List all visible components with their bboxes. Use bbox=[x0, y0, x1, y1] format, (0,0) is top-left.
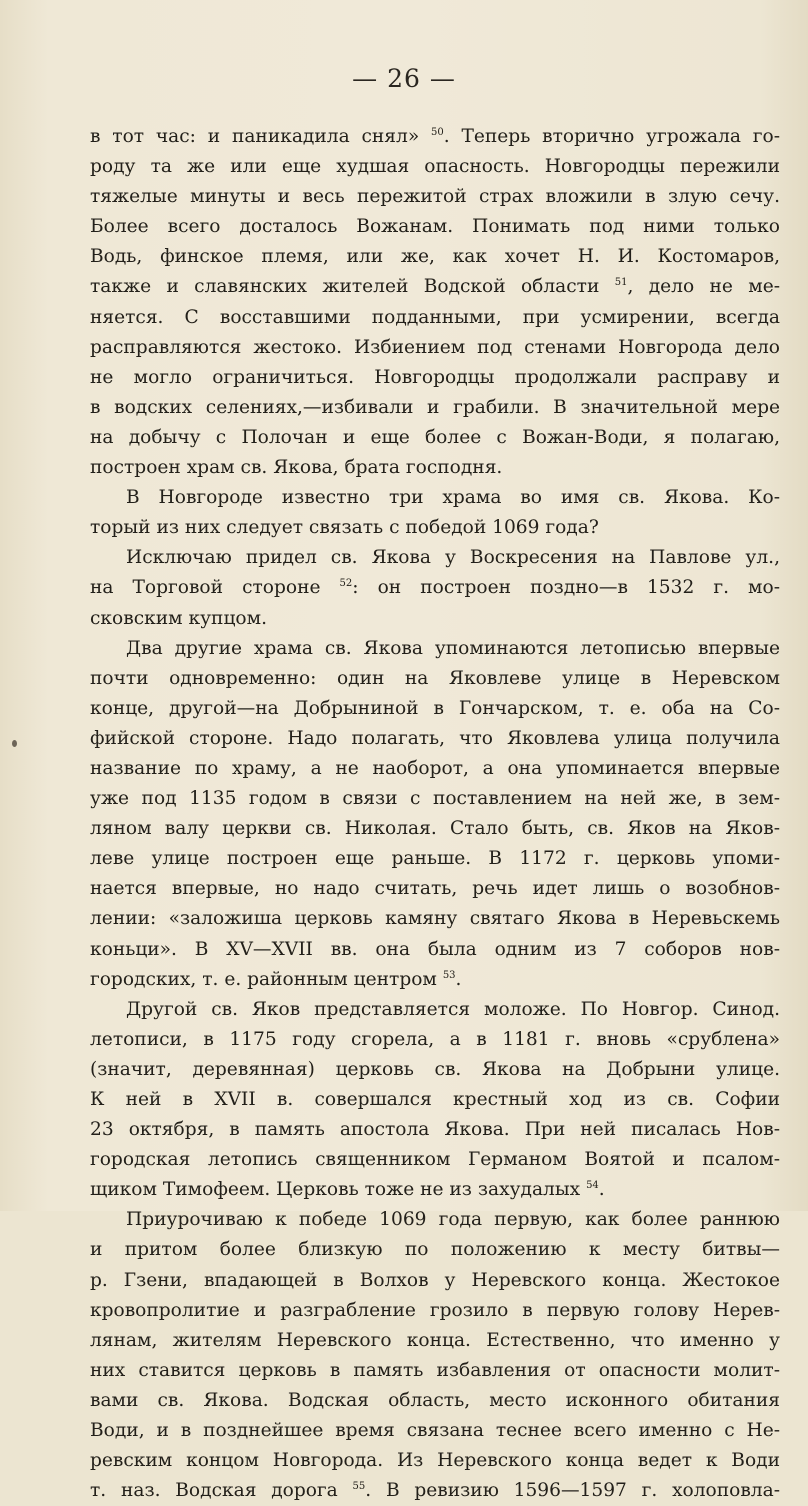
line-text: няется. С восставшими подданными, при усмирении, всегда bbox=[90, 306, 780, 328]
text-line bbox=[90, 965, 780, 995]
text-line bbox=[90, 1386, 780, 1416]
line-text: расправляются жестоко. Избиением под стенами Новгорода дело bbox=[90, 336, 780, 358]
text-line bbox=[90, 1205, 780, 1235]
line-text: ревским концом Новгорода. Из Неревского конца ведет к Води bbox=[90, 1450, 780, 1472]
line-text: построен храм св. Якова, брата господня. bbox=[90, 457, 503, 479]
text-line bbox=[90, 1025, 780, 1055]
text-line bbox=[90, 604, 780, 634]
line-text-rest: . В ревизию 1596—1597 г. холоповла- bbox=[365, 1480, 780, 1502]
line-text: почти одновременно: один на Яковлеве улице в Неревском bbox=[90, 667, 780, 689]
text-line bbox=[90, 182, 780, 212]
line-text: городская летопись священником Германом Воятой и псалом- bbox=[90, 1149, 780, 1171]
text-line bbox=[90, 1145, 780, 1175]
text-line bbox=[90, 573, 780, 603]
text-line bbox=[90, 694, 780, 724]
line-text: не могло ограничиться. Новгородцы продолжали расправу и bbox=[90, 366, 780, 388]
footnote-ref: 50 bbox=[431, 127, 444, 138]
text-line bbox=[90, 844, 780, 874]
body-text bbox=[90, 122, 780, 1506]
line-text: городских, т. е. районным центром bbox=[90, 968, 437, 990]
text-line bbox=[90, 814, 780, 844]
line-text: ляном валу церкви св. Николая. Стало быть, св. Яков на Яков- bbox=[90, 818, 780, 840]
line-text: сковским купцом. bbox=[90, 607, 267, 629]
line-text: фийской стороне. Надо полагать, что Яковлева улица получила bbox=[90, 727, 780, 749]
line-text: вами св. Якова. Водская область, место исконного обитания bbox=[90, 1389, 780, 1411]
text-line bbox=[90, 995, 780, 1025]
text-line bbox=[90, 1296, 780, 1326]
line-text: коньци». В XV—XVII вв. она была одним из 7 соборов нов- bbox=[90, 938, 780, 960]
text-line bbox=[90, 1446, 780, 1476]
line-text-rest: . bbox=[455, 968, 462, 990]
line-text: Другой св. Яков представляется моложе. По Новгор. Синод. bbox=[126, 998, 780, 1020]
line-text: Более всего досталось Вожанам. Понимать под ними только bbox=[90, 216, 780, 238]
line-text: (значит, деревянная) церковь св. Якова на Добрыни улице. bbox=[90, 1058, 780, 1080]
line-text: летописи, в 1175 году сгорела, а в 1181 г. вновь «срублена» bbox=[90, 1028, 780, 1050]
line-text: в тот час: и паникадила снял» bbox=[90, 126, 420, 147]
text-line bbox=[90, 1055, 780, 1085]
text-line bbox=[90, 513, 780, 543]
line-text: лянам, жителям Неревского конца. Естественно, что именно у bbox=[90, 1329, 780, 1351]
line-text: нается впервые, но надо считать, речь идет лишь о возобнов- bbox=[90, 878, 780, 900]
text-line bbox=[90, 272, 780, 302]
line-text: торый из них следует связать с победой 1069 года? bbox=[90, 517, 599, 539]
text-line bbox=[90, 483, 780, 513]
line-text: Води, и в позднейшее время связана теснее всего именно с Не- bbox=[90, 1420, 780, 1442]
footnote-ref: 54 bbox=[586, 1180, 599, 1192]
line-text-rest: , дело не ме- bbox=[627, 276, 781, 298]
text-line bbox=[90, 1326, 780, 1356]
line-text: также и славянских жителей Водской области bbox=[90, 276, 600, 298]
text-line bbox=[90, 904, 780, 934]
text-line bbox=[90, 724, 780, 754]
footnote-ref: 52 bbox=[339, 578, 353, 590]
line-text-rest: : он построен поздно—в 1532 г. мо- bbox=[352, 577, 780, 599]
text-line bbox=[90, 1115, 780, 1145]
line-text: т. наз. Водская дорога bbox=[90, 1480, 338, 1502]
text-line bbox=[90, 634, 780, 664]
line-text: щиком Тимофеем. Церковь тоже не из захудалых bbox=[90, 1179, 581, 1201]
text-line bbox=[90, 212, 780, 242]
text-line bbox=[90, 152, 780, 182]
footnote-ref: 55 bbox=[352, 1481, 366, 1493]
line-text-rest: . Теперь вторично угрожала го- bbox=[443, 126, 781, 147]
text-line bbox=[90, 393, 780, 423]
text-line bbox=[90, 1416, 780, 1446]
text-line bbox=[90, 1356, 780, 1386]
line-text: на добычу с Полочан и еще более с Вожан-Води, я полагаю, bbox=[90, 426, 780, 448]
line-text: Два другие храма св. Якова упоминаются летописью впервые bbox=[126, 637, 780, 659]
line-text: леве улице построен еще раньше. В 1172 г. церковь упоми- bbox=[90, 848, 780, 870]
text-line bbox=[90, 423, 780, 453]
line-text: р. Гзени, впадающей в Волхов у Неревского конца. Жестокое bbox=[90, 1269, 780, 1291]
text-line bbox=[90, 1235, 780, 1265]
line-text: кровопролитие и разграбление грозило в первую голову Нерев- bbox=[90, 1299, 780, 1321]
text-line bbox=[90, 874, 780, 904]
footnote-ref: 53 bbox=[442, 969, 456, 981]
line-text: и притом более близкую по положению к месту битвы— bbox=[90, 1239, 780, 1261]
line-text: Приурочиваю к победе 1069 года первую, как более раннюю bbox=[126, 1209, 780, 1231]
text-line bbox=[90, 1175, 780, 1205]
line-text: название по храму, а не наоборот, а она упоминается впервые bbox=[90, 757, 780, 779]
line-text: 23 октября, в память апостола Якова. При ней писалась Нов- bbox=[90, 1119, 780, 1141]
text-line bbox=[90, 303, 780, 333]
line-text: тяжелые минуты и весь пережитой страх вложили в злую сечу. bbox=[90, 186, 780, 208]
line-text: в водских селениях,—избивали и грабили. В значительной мере bbox=[90, 396, 780, 418]
text-line bbox=[90, 754, 780, 784]
text-line bbox=[90, 242, 780, 272]
line-text: лении: «заложиша церковь камяну святаго Якова в Неревьскемь bbox=[90, 908, 780, 930]
line-text: уже под 1135 годом в связи с поставлением на ней же, в зем- bbox=[90, 788, 780, 810]
text-line bbox=[90, 784, 780, 814]
line-text: на Торговой стороне bbox=[90, 577, 321, 599]
text-line bbox=[90, 543, 780, 573]
line-text: роду та же или еще худшая опасность. Новгородцы пережили bbox=[90, 156, 780, 178]
line-text: Водь, финское племя, или же, как хочет Н. И. Костомаров, bbox=[90, 246, 780, 268]
text-line bbox=[90, 1476, 780, 1506]
text-line bbox=[90, 333, 780, 363]
text-line bbox=[90, 1266, 780, 1296]
page-number: — 26 — bbox=[352, 64, 456, 93]
line-text: К ней в XVII в. совершался крестный ход из св. Софии bbox=[90, 1089, 780, 1110]
text-line bbox=[90, 1085, 780, 1115]
line-text: В Новгороде известно три храма во имя св. Якова. Ко- bbox=[126, 487, 780, 509]
footnote-ref: 51 bbox=[614, 277, 628, 289]
text-line bbox=[90, 664, 780, 694]
text-line bbox=[90, 453, 780, 483]
line-text-rest: . bbox=[598, 1179, 605, 1201]
text-line bbox=[90, 363, 780, 393]
line-text: них ставится церковь в память избавления от опасности молит- bbox=[90, 1359, 780, 1381]
line-text: конце, другой—на Добрыниной в Гончарском, т. е. оба на Со- bbox=[90, 697, 780, 719]
text-line bbox=[90, 122, 780, 152]
line-text: Исключаю придел св. Якова у Воскресения на Павлове ул., bbox=[126, 547, 780, 569]
text-line bbox=[90, 935, 780, 965]
print-spot bbox=[12, 740, 17, 747]
